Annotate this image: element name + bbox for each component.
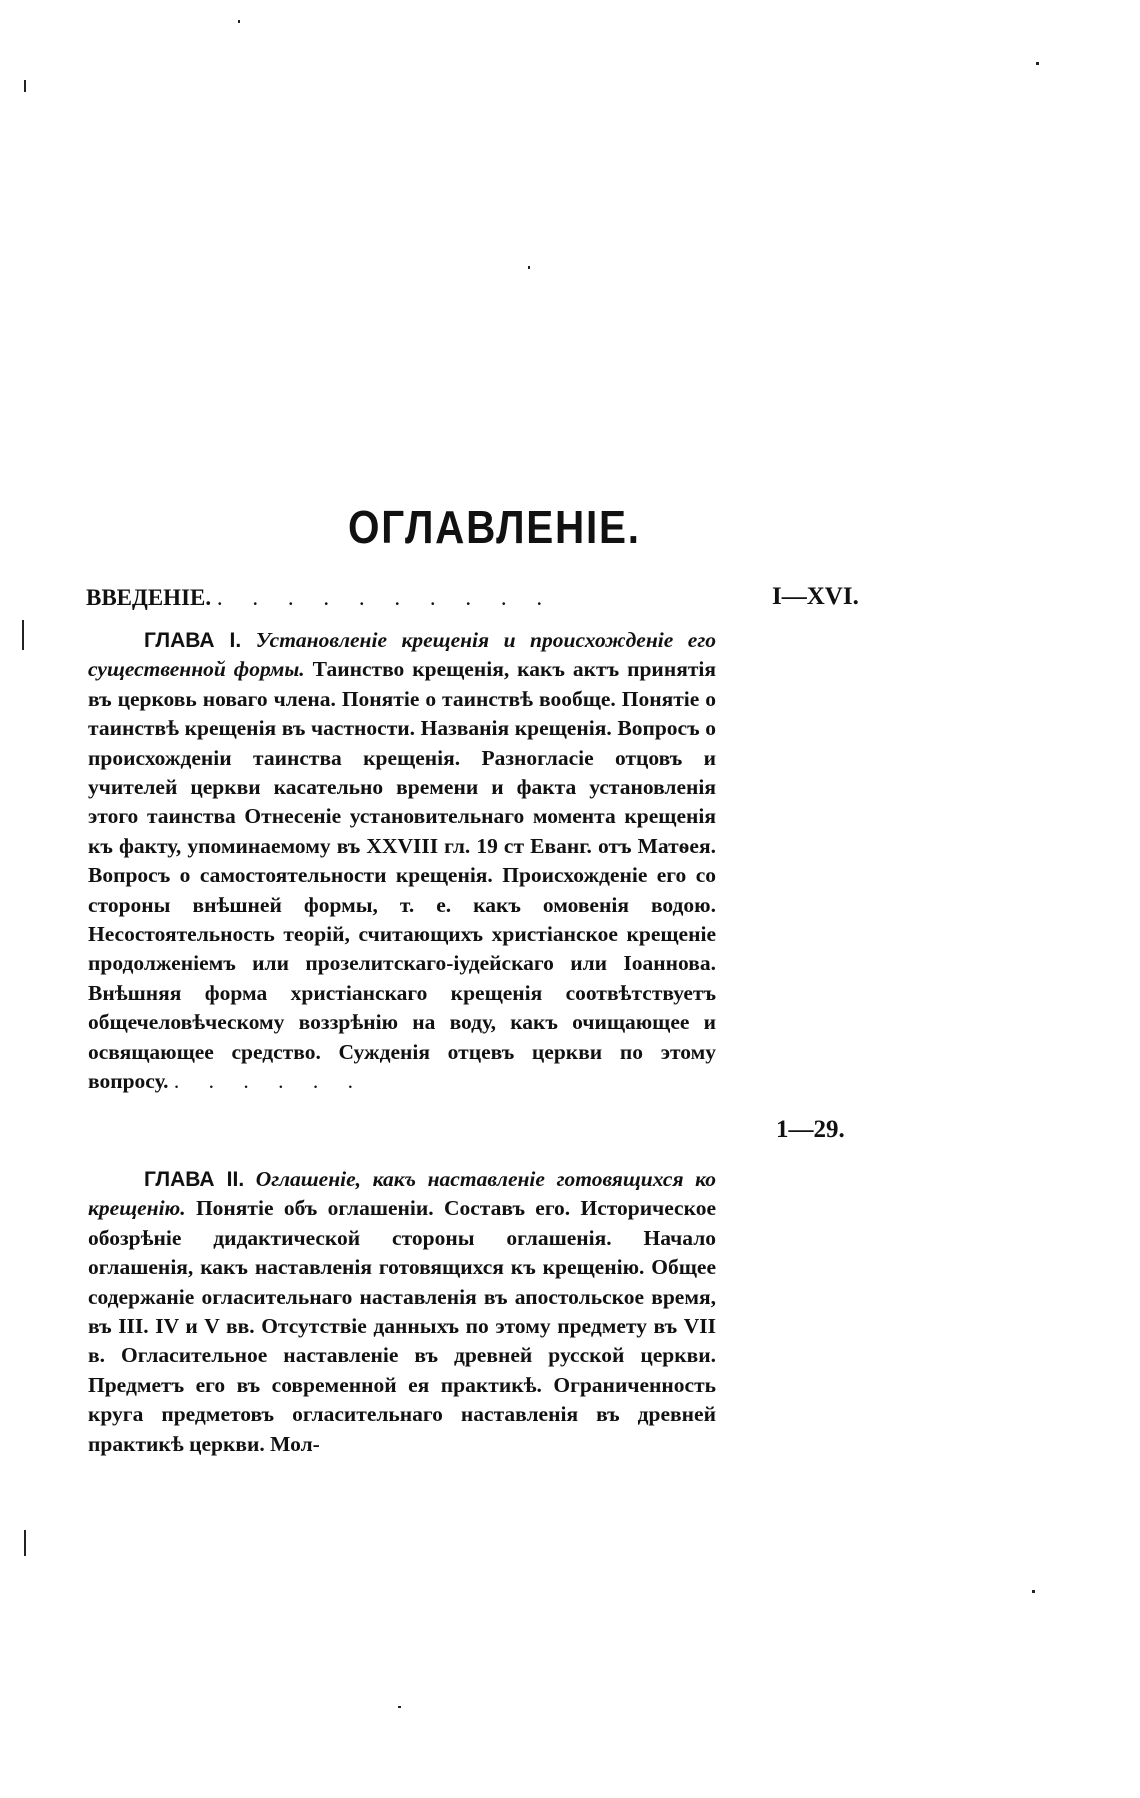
chapter-1-subtitle: Установленіе крещенія и происхожденіе его существенной формы. xyxy=(88,628,717,682)
chapter-1-heading: ГЛАВА I. xyxy=(144,629,242,652)
toc-entry-chapter-1 xyxy=(88,626,716,1097)
scan-speck xyxy=(398,1706,401,1708)
chapter-1-pages: 1—29. xyxy=(776,1116,845,1143)
chapter-1-summary: Таинство крещенія, какъ актъ принятія въ церковь новаго члена. Понятіе о таинствѣ вообще. Понятіе о таинствѣ крещенія въ частности. Названія крещенія. Вопросъ о происхожденіи таинства крещенія. Разногласіе отцовъ и учителей церкви касательно времени и факта установленія этого таинства Отнесеніе установительнаго момента крещенія къ факту, упоминаемому въ XXVIII гл. 19 ст Еванг. отъ Матѳея. Вопросъ о самостоятельности крещенія. Происхожденіе его со стороны внѣшней формы, т. е. какъ омовенія водою. Несостоятельность теорій, считающихъ христіанское крещеніе продолженіемъ или прозелитскаго-іудейскаго или Іоаннова. Внѣшняя форма христіанскаго крещенія соотвѣтствуетъ общечеловѣческому воззрѣнію на воду, какъ очищающее и освящающее средство. Сужденія отцевъ церкви по этому вопросу. xyxy=(88,657,717,1094)
scan-speck xyxy=(238,20,240,23)
chapter-2-summary: Понятіе объ оглашеніи. Составъ его. Историческое обозрѣніе дидактической стороны оглашенія. Начало оглашенія, какъ наставленія готовящихся къ крещенію. Общее содержаніе огласительнаго наставленія въ апостольское время, въ III. IV и V вв. Отсутствіе данныхъ по этому предмету въ VII в. Огласительное наставленіе въ древней русской церкви. Предметъ его въ современной ея практикѣ. Ограниченность круга предметовъ огласительнаго наставленія въ древней практикѣ церкви. Мол- xyxy=(88,1196,717,1456)
scan-speck xyxy=(24,1530,26,1556)
scan-speck xyxy=(22,620,24,650)
chapter-2-heading: ГЛАВА II. xyxy=(144,1168,245,1191)
scan-speck xyxy=(24,80,26,92)
chapter-2-subtitle: Оглашеніе, какъ наставленіе готовящихся ко крещенію. xyxy=(88,1167,716,1221)
page-title: ОГЛАВЛЕНІЕ. xyxy=(348,501,641,553)
scan-speck xyxy=(1036,62,1039,65)
toc-entry-introduction xyxy=(86,585,726,611)
toc-entry-chapter-2 xyxy=(88,1165,716,1459)
dot-leader: . . . . . . . . . . xyxy=(216,585,555,610)
intro-label: ВВЕДЕНІЕ. xyxy=(86,585,212,610)
scan-speck xyxy=(528,266,530,269)
scan-speck xyxy=(1032,1590,1035,1593)
intro-pages: I—XVI. xyxy=(772,583,859,610)
dot-leader: . . . . . . xyxy=(173,1069,366,1094)
